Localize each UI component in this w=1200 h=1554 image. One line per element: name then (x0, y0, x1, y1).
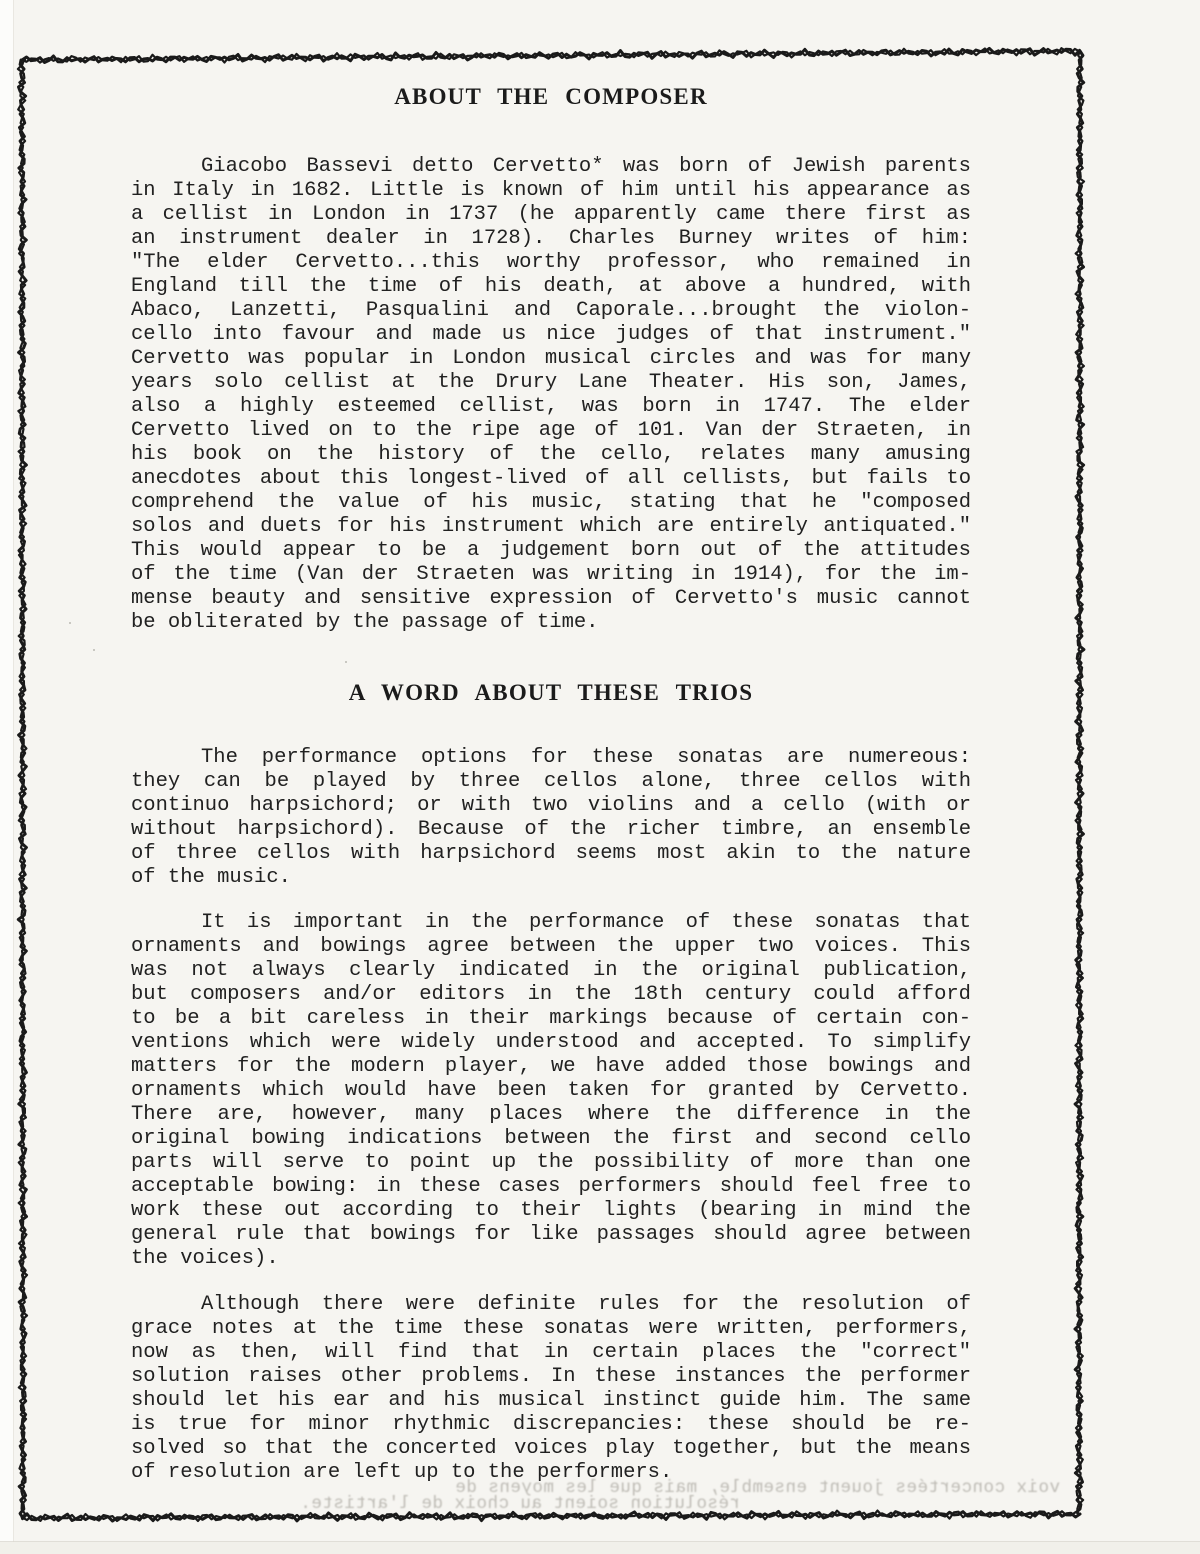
text-line: comprehend the value of his music, stating that he "composed (131, 491, 971, 514)
text-line: the voices). (131, 1247, 279, 1270)
text-line: should let his ear and his musical instinct guide him. The same (131, 1389, 971, 1412)
text-line: in Italy in 1682. Little is known of him until his appearance as (131, 179, 971, 202)
text-line: is true for minor rhythmic discrepancies: these should be re- (131, 1413, 971, 1436)
text-line: This would appear to be a judgement born out of the attitudes (131, 539, 971, 562)
text-line: of resolution are left up to the performers. (131, 1461, 673, 1484)
text-line: of the time (Van der Straeten was writing in 1914), for the im- (131, 563, 971, 586)
text-line: acceptable bowing: in these cases performers should feel free to (131, 1175, 971, 1198)
text-line: an instrument dealer in 1728). Charles Burney writes of him: (131, 227, 971, 250)
text-line: ornaments which would have been taken for granted by Cervetto. (131, 1079, 971, 1102)
paper-edge (0, 0, 14, 1554)
text-line: "The elder Cervetto...this worthy professor, who remained in (131, 251, 971, 274)
text-line: ventions which were widely understood and accepted. To simplify (131, 1031, 971, 1054)
text-line: to be a bit careless in their markings because of certain con- (131, 1007, 971, 1030)
text-line: solution raises other problems. In these instances the performer (131, 1365, 971, 1388)
paragraph-ornaments-and-bowings (131, 911, 971, 1271)
text-line: but composers and/or editors in the 18th century could afford (131, 983, 971, 1006)
text-line: parts will serve to point up the possibility of more than one (131, 1151, 971, 1174)
text-line: now as then, will find that in certain places the "correct" (131, 1341, 971, 1364)
text-line: The performance options for these sonatas are numereous: (201, 746, 971, 769)
text-line: mense beauty and sensitive expression of Cervetto's music cannot (131, 587, 971, 610)
text-line: was not always clearly indicated in the original publication, (131, 959, 971, 982)
text-line: cello into favour and made us nice judges of that instrument." (131, 323, 971, 346)
paragraph-grace-notes (131, 1293, 971, 1485)
text-line: matters for the modern player, we have added those bowings and (131, 1055, 971, 1078)
text-line: of three cellos with harpsichord seems most akin to the nature (131, 842, 971, 865)
text-line: of the music. (131, 866, 291, 889)
text-line: also a highly esteemed cellist, was born in 1747. The elder (131, 395, 971, 418)
bleedthrough-text-line: résolution soient au choix de l'artiste. (299, 1494, 740, 1514)
text-line: original bowing indications between the first and second cello (131, 1127, 971, 1150)
paragraph-composer-bio (131, 155, 971, 635)
text-line: his book on the history of the cello, relates many amusing (131, 443, 971, 466)
section-heading-a-word-about-these-trios: A WORD ABOUT THESE TRIOS (348, 680, 754, 705)
text-line: anecdotes about this longest-lived of all cellists, but fails to (131, 467, 971, 490)
paper-speck (93, 649, 95, 651)
section-heading-about-the-composer: ABOUT THE COMPOSER (394, 84, 708, 109)
text-line: solved so that the concerted voices play together, but the means (131, 1437, 971, 1460)
text-line: Abaco, Lanzetti, Pasqualini and Caporale...brought the violon- (131, 299, 971, 322)
text-line: general rule that bowings for like passages should agree between (131, 1223, 971, 1246)
text-line: years solo cellist at the Drury Lane Theater. His son, James, (131, 371, 971, 394)
paper-bottom-strip (0, 1542, 1200, 1554)
text-line: ornaments and bowings agree between the upper two voices. This (131, 935, 971, 958)
text-line: solos and duets for his instrument which are entirely antiquated." (131, 515, 971, 538)
text-line: a cellist in London in 1737 (he apparently came there first as (131, 203, 971, 226)
text-line: England till the time of his death, at above a hundred, with (131, 275, 971, 298)
text-line: without harpsichord). Because of the richer timbre, an ensemble (131, 818, 971, 841)
paper-speck (69, 622, 71, 624)
text-line: It is important in the performance of these sonatas that (201, 911, 971, 934)
text-line: Although there were definite rules for the resolution of (201, 1293, 971, 1316)
text-line: Cervetto lived on to the ripe age of 101. Van der Straeten, in (131, 419, 971, 442)
bleedthrough-text-line: voix concertées jouent ensemble, mais que les moyens de (454, 1478, 1060, 1498)
text-line: continuo harpsichord; or with two violins and a cello (with or (131, 794, 971, 817)
text-line: grace notes at the time these sonatas were written, performers, (131, 1317, 971, 1340)
page-content (131, 0, 971, 1485)
text-line: they can be played by three cellos alone, three cellos with (131, 770, 971, 793)
text-line: Cervetto was popular in London musical circles and was for many (131, 347, 971, 370)
text-line: There are, however, many places where the difference in the (131, 1103, 971, 1126)
paragraph-performance-options (131, 746, 971, 890)
text-line: work these out according to their lights (bearing in mind the (131, 1199, 971, 1222)
text-line: be obliterated by the passage of time. (131, 611, 599, 634)
text-line: Giacobo Bassevi detto Cervetto* was born of Jewish parents (201, 155, 971, 178)
